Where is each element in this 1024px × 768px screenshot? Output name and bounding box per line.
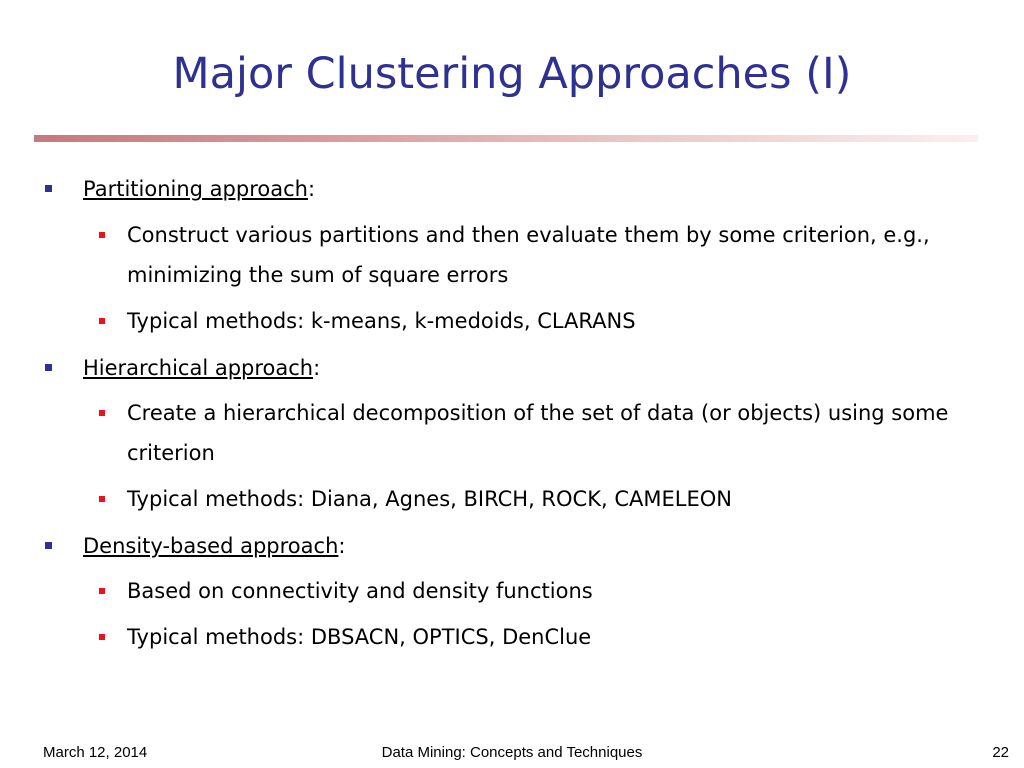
square-bullet-icon bbox=[45, 542, 52, 549]
sub-bullet-text: Create a hierarchical decomposition of the set of data (or objects) using some criterion bbox=[127, 401, 949, 465]
heading-partitioning: Partitioning approach bbox=[83, 177, 308, 201]
slide-title: Major Clustering Approaches (I) bbox=[172, 49, 852, 99]
square-bullet-icon bbox=[99, 410, 105, 416]
sub-bullet bbox=[127, 617, 967, 657]
sub-bullet-text: Typical methods: DBSACN, OPTICS, DenClue bbox=[127, 625, 592, 649]
sub-bullet bbox=[127, 479, 967, 519]
heading-suffix: : bbox=[338, 534, 346, 558]
square-bullet-icon bbox=[99, 318, 105, 324]
footer-title: Data Mining: Concepts and Techniques bbox=[381, 744, 643, 761]
sub-bullet-text: Typical methods: Diana, Agnes, BIRCH, ROCK, CAMELEON bbox=[127, 487, 732, 511]
square-bullet-icon bbox=[45, 185, 52, 192]
footer-date: March 12, 2014 bbox=[43, 744, 148, 761]
sub-bullet bbox=[127, 301, 967, 341]
square-bullet-icon bbox=[99, 588, 105, 594]
square-bullet-icon bbox=[99, 232, 105, 238]
sub-bullet-text: Based on connectivity and density functions bbox=[127, 579, 593, 603]
bullet-hierarchical bbox=[83, 354, 320, 382]
heading-suffix: : bbox=[307, 177, 316, 201]
sub-bullet bbox=[127, 393, 967, 473]
sub-bullet bbox=[127, 215, 967, 295]
sub-bullet-text: Construct various partitions and then evaluate them by some criterion, e.g., minimizing the sum of square errors bbox=[127, 223, 930, 287]
bullet-partitioning bbox=[83, 175, 315, 203]
heading-suffix: : bbox=[313, 356, 321, 380]
square-bullet-icon bbox=[99, 496, 105, 502]
sub-bullet bbox=[127, 571, 967, 611]
footer-page-number: 22 bbox=[992, 744, 1009, 761]
heading-density: Density-based approach bbox=[83, 534, 339, 558]
bullet-density bbox=[83, 532, 345, 560]
heading-hierarchical: Hierarchical approach bbox=[83, 356, 314, 380]
sub-bullet-text: Typical methods: k-means, k-medoids, CLARANS bbox=[127, 309, 636, 333]
square-bullet-icon bbox=[99, 634, 105, 640]
square-bullet-icon bbox=[45, 364, 52, 371]
